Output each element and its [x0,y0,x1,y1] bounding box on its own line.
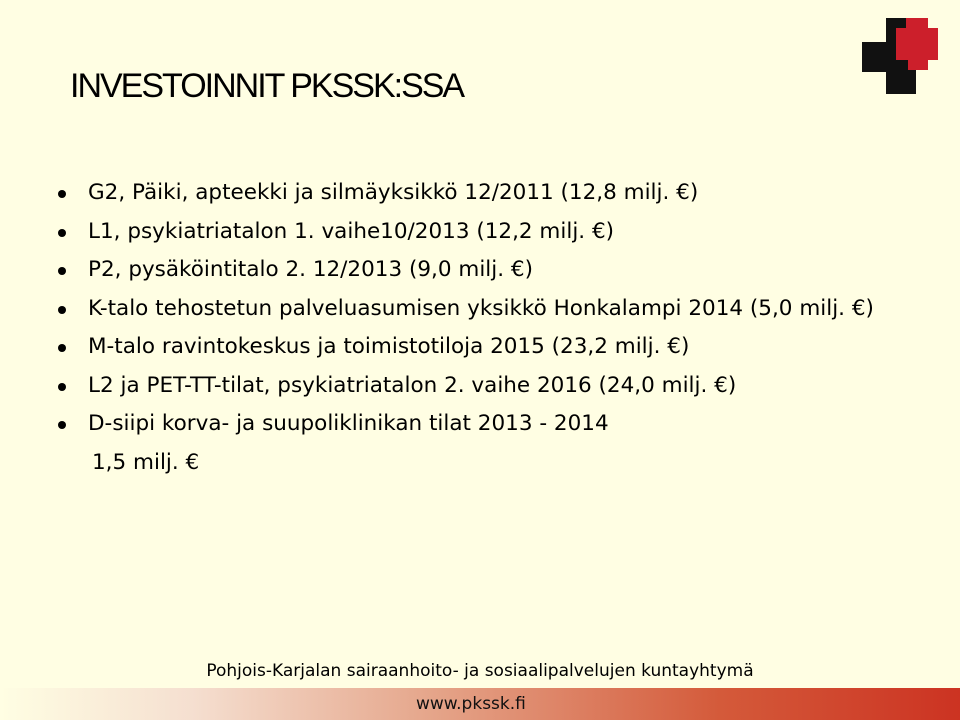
list-item [58,367,918,406]
list-item [58,290,918,329]
list-item [58,328,918,367]
list-item-text: G2, Päiki, apteekki ja silmäyksikkö 12/2011 (12,8 milj. €) [88,180,699,205]
list-item-text: L1, psykiatriatalon 1. vaihe10/2013 (12,2 milj. €) [88,218,615,244]
list-item [58,174,918,213]
list-item [58,251,918,290]
footer-url: www.pkssk.fi [416,694,526,714]
list-item [58,405,918,444]
slide-title: INVESTOINNIT PKSSK:SSA [70,67,464,105]
list-item-text: K-talo tehostetun palveluasumisen yksikkö Honkalampi 2014 (5,0 milj. €) [88,295,874,321]
list-item [58,213,918,252]
investment-list [58,174,918,482]
list-item-text: D-siipi korva- ja suupoliklinikan tilat 2013 - 2014 [88,411,609,436]
footer-organization: Pohjois-Karjalan sairaanhoito- ja sosiaalipalvelujen kuntayhtymä [206,661,754,681]
list-item-text: L2 ja PET-TT-tilat, psykiatriatalon 2. vaihe 2016 (24,0 milj. €) [88,372,737,398]
list-continuation-text: 1,5 milj. € [92,449,200,475]
list-item-text: M-talo ravintokeskus ja toimistotiloja 2015 (23,2 milj. €) [88,334,690,359]
list-item-text: P2, pysäköintitalo 2. 12/2013 (9,0 milj. €) [88,257,533,282]
pkssk-cross-logo-icon [862,18,938,94]
